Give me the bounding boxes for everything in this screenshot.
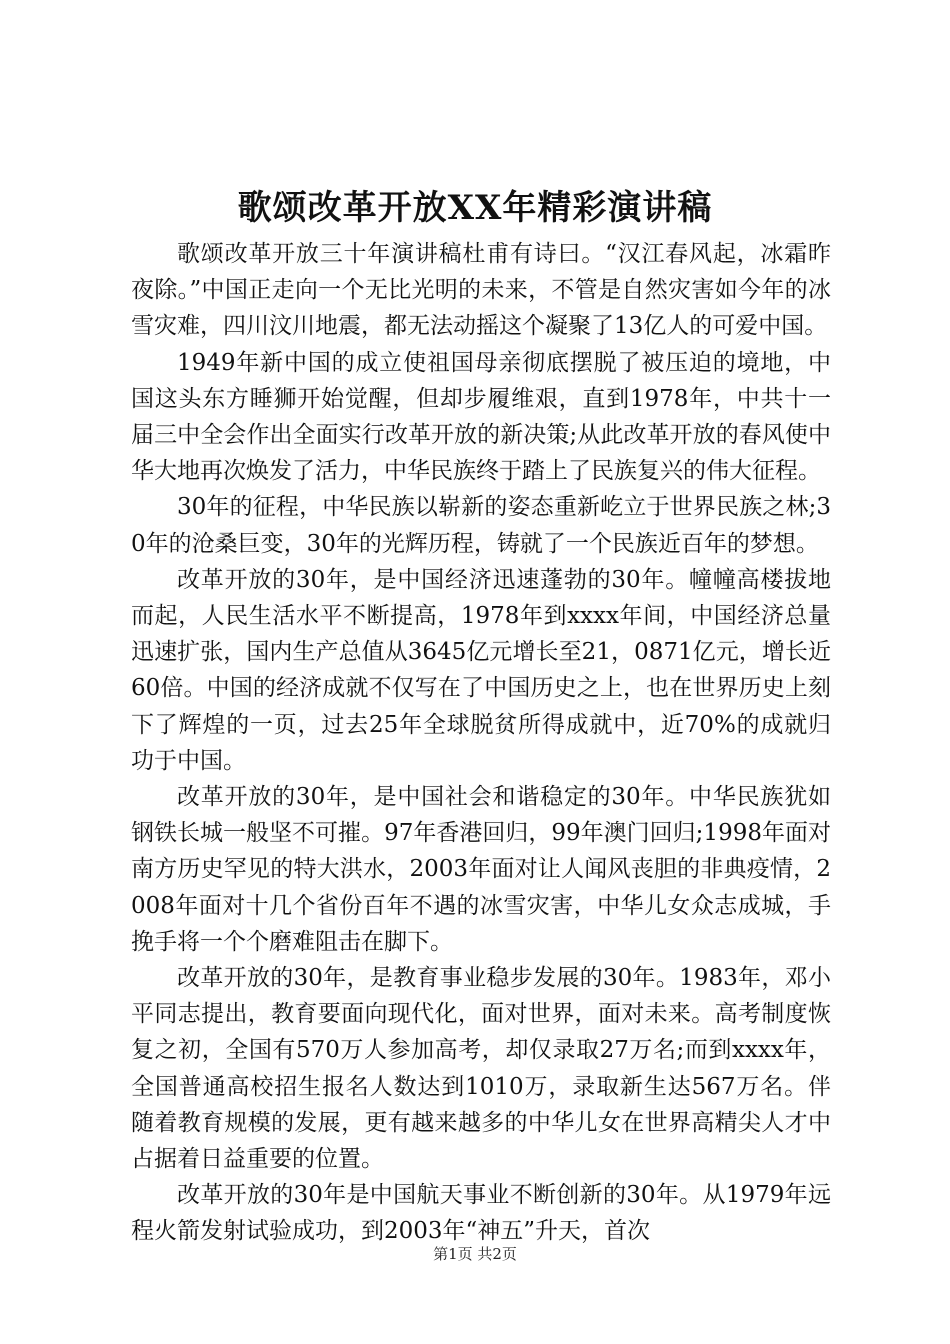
- paragraph: 改革开放的30年，是教育事业稳步发展的30年。1983年，邓小平同志提出，教育要面向现代化，面对世界，面对未来。高考制度恢复之初，全国有570万人参加高考，却仅录取27万名;而到xxxx年，全国普通高校招生报名人数达到1010万，录取新生达567万名。伴随着教育规模的发展，更有越来越多的中华儿女在世界高精尖人才中占据着日益重要的位置。: [131, 965, 831, 1173]
- paragraph: 改革开放的30年是中国航天事业不断创新的30年。从1979年远程火箭发射试验成功，到2003年“神五”升天，首次: [131, 1182, 831, 1245]
- paragraph: 1949年新中国的成立使祖国母亲彻底摆脱了被压迫的境地，中国这头东方睡狮开始觉醒，但却步履维艰，直到1978年，中共十一届三中全会作出全面实行改革开放的新决策;从此改革开放的春风使中华大地再次焕发了活力，中华民族终于踏上了民族复兴的伟大征程。: [131, 349, 831, 485]
- document-body: [131, 236, 831, 1250]
- page-number-footer: 第1页 共2页: [433, 1245, 517, 1263]
- paragraph: 改革开放的30年，是中国社会和谐稳定的30年。中华民族犹如钢铁长城一般坚不可摧。97年香港回归，99年澳门回归;1998年面对南方历史罕见的特大洪水，2003年面对让人闻风丧胆的非典疫情，2008年面对十几个省份百年不遇的冰雪灾害，中华儿女众志成城，手挽手将一个个磨难阻击在脚下。: [131, 784, 831, 955]
- paragraph: 歌颂改革开放三十年演讲稿杜甫有诗曰。“汉江春风起，冰霜昨夜除。”中国正走向一个无比光明的未来，不管是自然灾害如今年的冰雪灾难，四川汶川地震，都无法动摇这个凝聚了13亿人的可爱中国。: [131, 241, 831, 340]
- paragraph: 30年的征程，中华民族以崭新的姿态重新屹立于世界民族之林;30年的沧桑巨变，30年的光辉历程，铸就了一个民族近百年的梦想。: [131, 494, 831, 557]
- paragraph: 改革开放的30年，是中国经济迅速蓬勃的30年。幢幢高楼拔地而起，人民生活水平不断提高，1978年到xxxx年间，中国经济总量迅速扩张，国内生产总值从3645亿元增长至21，0871亿元，增长近60倍。中国的经济成就不仅写在了中国历史之上，也在世界历史上刻下了辉煌的一页，过去25年全球脱贫所得成就中，近70%的成就归功于中国。: [131, 566, 831, 774]
- document-title: 歌颂改革开放XX年精彩演讲稿: [237, 188, 713, 228]
